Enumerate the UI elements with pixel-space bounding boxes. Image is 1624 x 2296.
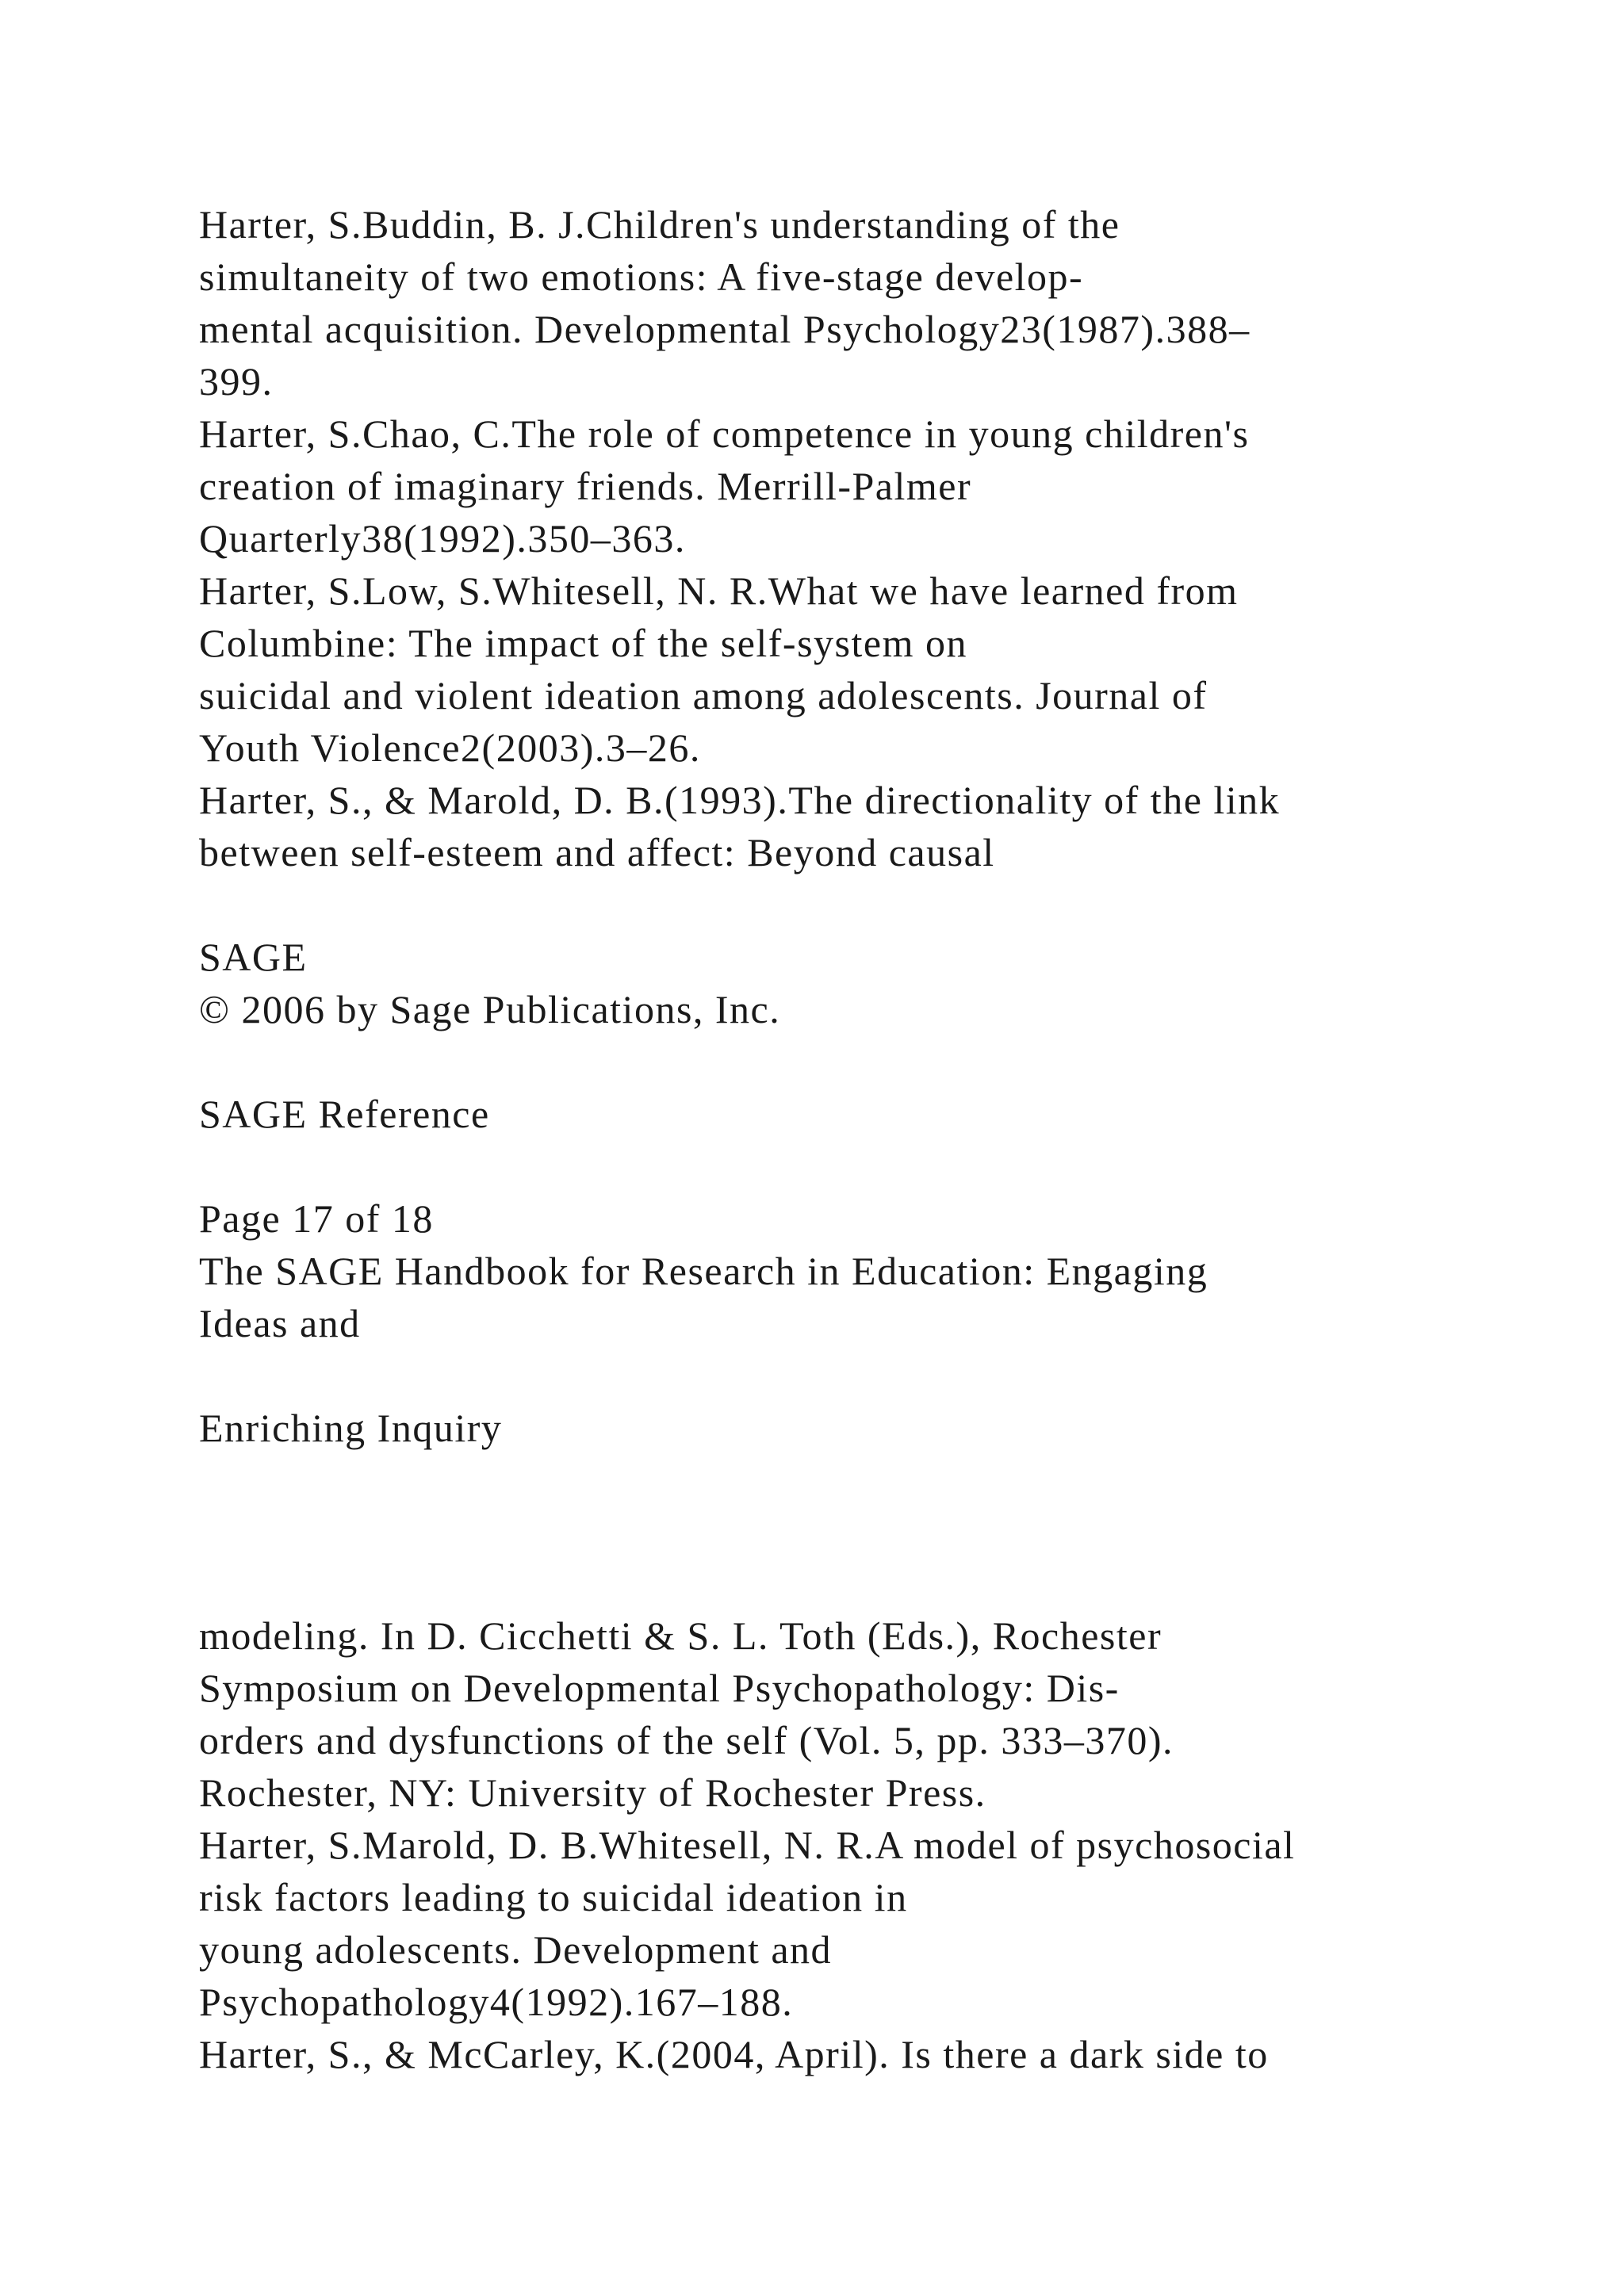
text-line: Harter, S.Chao, C.The role of competence in young children's: [199, 411, 1250, 456]
text-line: 399.: [199, 359, 274, 404]
text-line: Quarterly38(1992).350–363.: [199, 516, 686, 561]
text-line: suicidal and violent ideation among adolescents. Journal of: [199, 673, 1208, 718]
page-number: Page 17 of 18: [199, 1196, 434, 1241]
text-line: Harter, S.Marold, D. B.Whitesell, N. R.A model of psychosocial: [199, 1823, 1296, 1867]
copyright-notice: © 2006 by Sage Publications, Inc.: [199, 987, 781, 1031]
text-line: risk factors leading to suicidal ideation in: [199, 1875, 908, 1919]
text-line: Symposium on Developmental Psychopathology: Dis-: [199, 1666, 1120, 1710]
publisher-name: SAGE: [199, 935, 308, 979]
text-line: orders and dysfunctions of the self (Vol. 5, pp. 333–370).: [199, 1718, 1174, 1762]
text-line: Psychopathology4(1992).167–188.: [199, 1980, 794, 2024]
text-line: modeling. In D. Cicchetti & S. L. Toth (Eds.), Rochester: [199, 1613, 1162, 1658]
text-line: simultaneity of two emotions: A five-stage develop-: [199, 254, 1084, 299]
book-title: Enriching Inquiry: [199, 1406, 503, 1450]
text-line: between self-esteem and affect: Beyond causal: [199, 830, 995, 874]
text-line: Harter, S., & McCarley, K.(2004, April). Is there a dark side to: [199, 2032, 1269, 2076]
text-line: mental acquisition. Developmental Psychology23(1987).388–: [199, 307, 1251, 351]
text-line: young adolescents. Development and: [199, 1927, 833, 1972]
text-line: Harter, S.Low, S.Whitesell, N. R.What we have learned from: [199, 568, 1239, 613]
text-line: Rochester, NY: University of Rochester Press.: [199, 1770, 986, 1815]
text-line: Columbine: The impact of the self-system on: [199, 621, 967, 665]
text-line: Harter, S., & Marold, D. B.(1993).The directionality of the link: [199, 778, 1281, 822]
text-line: Harter, S.Buddin, B. J.Children's understanding of the: [199, 202, 1120, 247]
text-line: Youth Violence2(2003).3–26.: [199, 725, 701, 770]
book-title: The SAGE Handbook for Research in Education: Engaging: [199, 1249, 1208, 1293]
collection-name: SAGE Reference: [199, 1092, 490, 1136]
text-line: creation of imaginary friends. Merrill-Palmer: [199, 464, 972, 508]
book-title: Ideas and: [199, 1301, 361, 1345]
